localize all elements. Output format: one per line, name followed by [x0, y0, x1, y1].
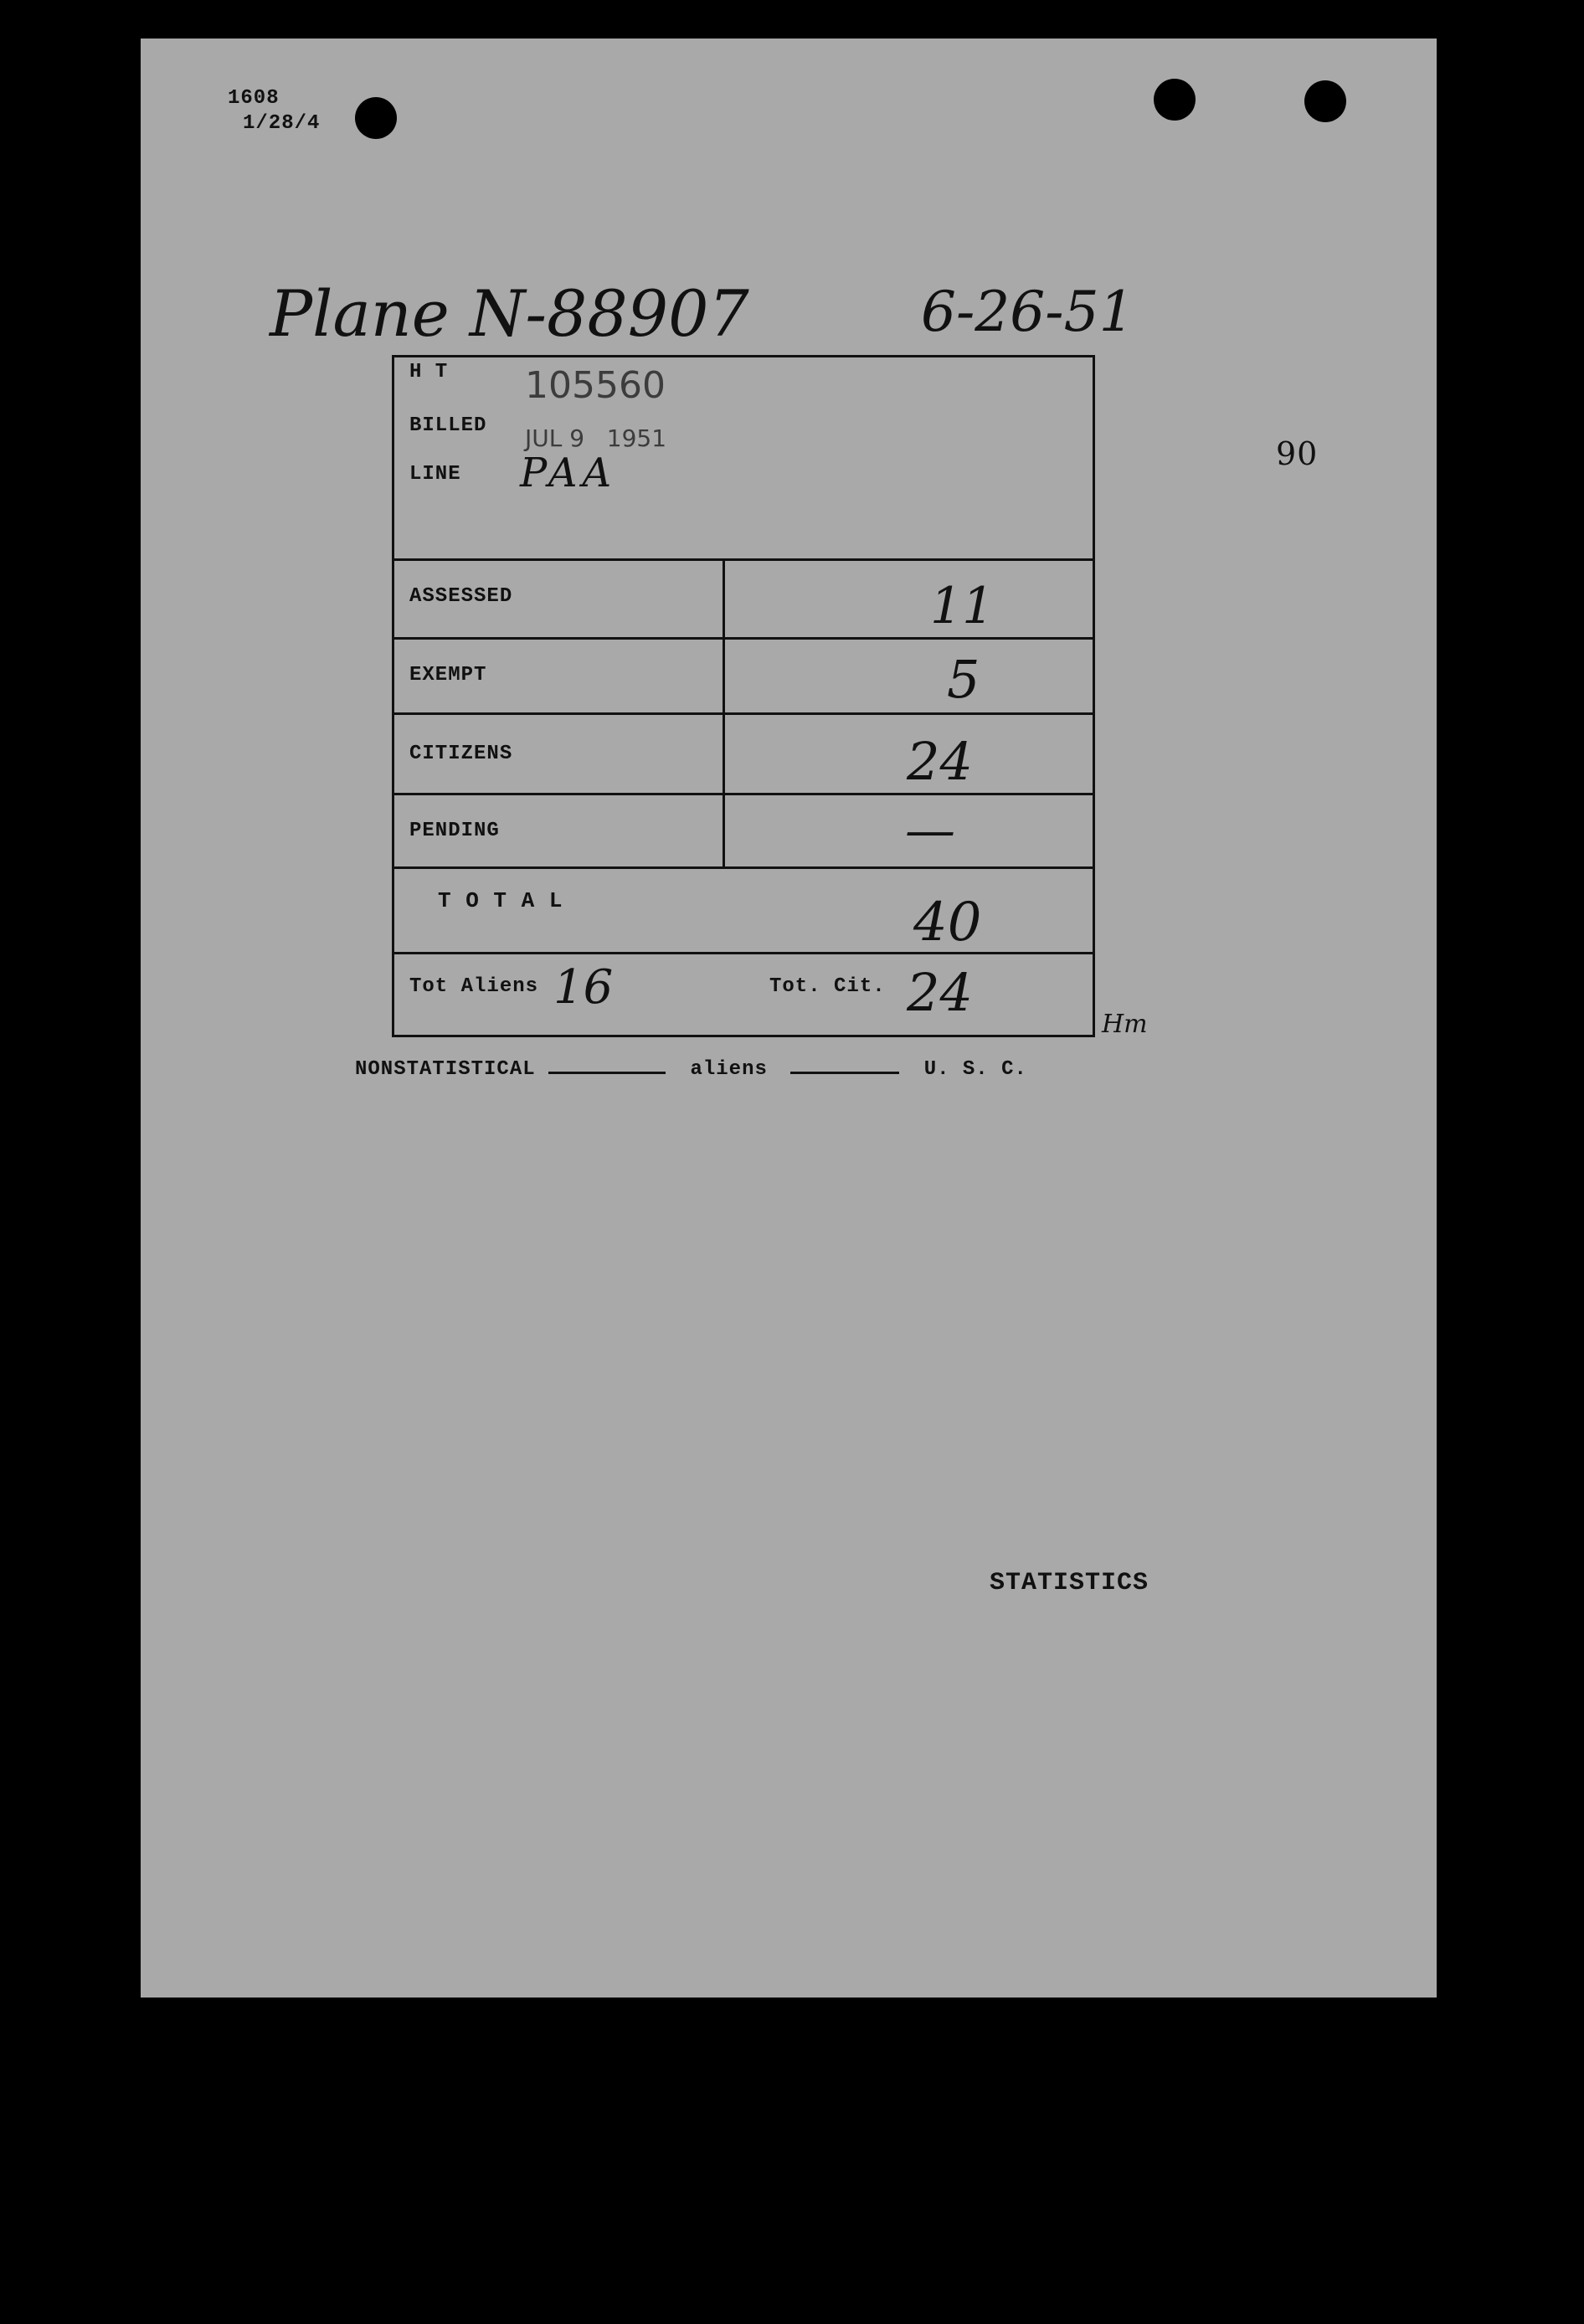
ht-number: 105560 — [525, 364, 666, 407]
total-label: T O T A L — [438, 888, 563, 913]
form-divider — [394, 952, 1093, 954]
form-divider — [394, 793, 1093, 795]
tot-aliens-label: Tot Aliens — [409, 975, 539, 998]
line-value: PAA — [520, 450, 617, 496]
nonstatistical-line — [355, 1058, 1027, 1081]
nonstatistical-usc-label: U. S. C. — [923, 1058, 1027, 1081]
nonstatistical-aliens-blank — [548, 1072, 666, 1074]
form-divider — [394, 712, 1093, 715]
total-value: 40 — [913, 892, 982, 954]
tot-cit-label: Tot. Cit. — [769, 975, 886, 998]
billed-label: BILLED — [409, 414, 487, 437]
form-code-line1: 1608 — [228, 87, 280, 110]
punch-hole — [1304, 80, 1346, 122]
ht-label: H T — [409, 361, 449, 383]
row-value-pending: — — [905, 801, 955, 860]
statistics-footer: STATISTICS — [990, 1569, 1149, 1597]
initials: Hm — [1102, 1010, 1148, 1039]
form-divider — [394, 866, 1093, 869]
form-divider — [394, 558, 1093, 561]
statistics-form — [392, 355, 1095, 1037]
row-value-citizens: 24 — [907, 731, 973, 792]
row-label-assessed: ASSESSED — [409, 585, 513, 608]
tot-aliens-value: 16 — [553, 960, 614, 1015]
row-label-exempt: EXEMPT — [409, 664, 487, 686]
plane-number: Plane N-88907 — [270, 276, 749, 351]
form-code-line2: 1/28/4 — [243, 112, 321, 135]
nonstatistical-label: NONSTATISTICAL — [355, 1058, 536, 1081]
tot-cit-value: 24 — [907, 962, 973, 1023]
page-number: 90 — [1276, 435, 1319, 472]
form-divider — [394, 637, 1093, 640]
nonstatistical-aliens-label: aliens — [690, 1058, 768, 1081]
line-label: LINE — [409, 463, 461, 486]
punch-hole — [1154, 79, 1196, 121]
nonstatistical-usc-blank — [790, 1072, 899, 1074]
row-value-exempt: 5 — [947, 649, 980, 710]
row-value-assessed: 11 — [930, 577, 995, 635]
row-label-citizens: CITIZENS — [409, 743, 513, 765]
column-divider — [723, 558, 725, 868]
handwritten-date: 6-26-51 — [921, 280, 1134, 344]
punch-hole — [355, 97, 397, 139]
row-label-pending: PENDING — [409, 820, 500, 842]
billed-date: JUL 9 1951 — [525, 424, 667, 452]
